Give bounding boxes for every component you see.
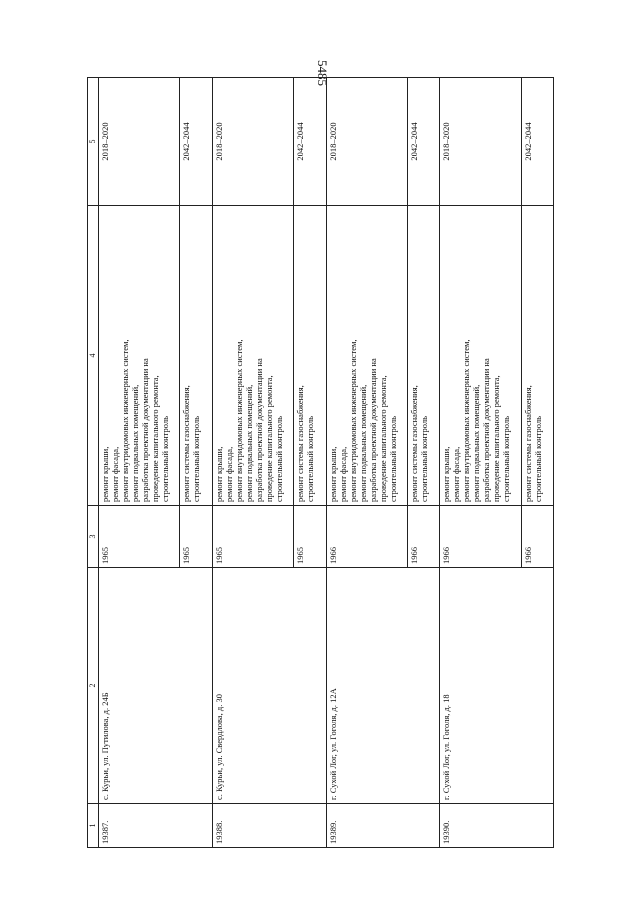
work-item: проведение капитального ремонта, — [491, 375, 502, 502]
period-cell: 2042–2044 — [294, 78, 327, 206]
work-item: ремонт крыши, — [213, 446, 224, 502]
year-cell: 1965 — [212, 506, 293, 568]
work-item: ремонт фасада, — [223, 446, 234, 502]
work-item: разработка проектной документации на — [481, 358, 492, 502]
table-row — [99, 78, 180, 848]
work-item: ремонт внутридомовых инженерных систем, — [120, 339, 130, 502]
table-row — [440, 78, 521, 848]
work-item: ремонт внутридомовых инженерных систем, — [233, 339, 244, 502]
work-item: ремонт системы газоснабжения, — [295, 385, 305, 502]
address-cell: с. Курьи, ул. Свердлова, д. 30 — [212, 568, 326, 804]
year-cell: 1965 — [180, 506, 213, 568]
work-item: ремонт фасада, — [337, 446, 348, 502]
year-cell: 1965 — [99, 506, 180, 568]
work-item: строительный контроль — [532, 415, 543, 502]
header-col-1: 1 — [88, 804, 99, 848]
works-cell — [99, 206, 180, 506]
work-item: строительный контроль — [305, 415, 315, 502]
work-item: разработка проектной документации на — [253, 358, 264, 502]
table-body — [99, 78, 554, 848]
works-cell — [440, 206, 521, 506]
work-item: проведение капитального ремонта, — [150, 375, 160, 502]
work-item: проведение капитального ремонта, — [377, 375, 388, 502]
work-item: ремонт крыши, — [441, 446, 452, 502]
work-item: строительный контроль — [418, 415, 429, 502]
work-item: разработка проектной документации на — [140, 358, 150, 502]
period-cell: 2042–2044 — [521, 78, 554, 206]
work-item: ремонт фасада, — [451, 446, 462, 502]
works-cell — [326, 206, 407, 506]
work-item: ремонт внутридомовых инженерных систем, — [347, 339, 358, 502]
work-item: ремонт системы газоснабжения, — [181, 385, 192, 502]
address-cell: с. Курьи, ул. Путилова, д. 24Б — [99, 568, 213, 804]
work-item: ремонт внутридомовых инженерных систем, — [461, 339, 472, 502]
header-col-3: 3 — [88, 506, 99, 568]
row-number-cell: 19388. — [212, 804, 326, 848]
period-cell: 2042–2044 — [407, 78, 440, 206]
page-number: 5485 — [315, 60, 330, 86]
work-item: ремонт крыши, — [327, 446, 338, 502]
work-item: проведение капитального ремонта, — [263, 375, 274, 502]
row-number-cell: 19390. — [440, 804, 554, 848]
work-item: ремонт подвальных помещений, — [130, 384, 140, 502]
year-cell: 1966 — [407, 506, 440, 568]
row-number-cell: 19387. — [99, 804, 213, 848]
period-cell: 2018–2020 — [326, 78, 407, 206]
year-cell: 1966 — [521, 506, 554, 568]
works-cell — [294, 206, 327, 506]
works-cell — [407, 206, 440, 506]
work-item: ремонт системы газоснабжения, — [522, 385, 533, 502]
work-item: строительный контроль — [501, 415, 512, 502]
row-number-cell: 19389. — [326, 804, 440, 848]
period-cell: 2018–2020 — [440, 78, 521, 206]
header-col-4: 4 — [88, 206, 99, 506]
work-item: строительный контроль — [160, 415, 170, 502]
work-item: строительный контроль — [191, 415, 202, 502]
table-header-row — [88, 78, 99, 848]
period-cell: 2018–2020 — [212, 78, 293, 206]
address-cell: г. Сухой Лог, ул. Гоголя, д. 18 — [440, 568, 554, 804]
period-cell: 2042–2044 — [180, 78, 213, 206]
address-cell: г. Сухой Лог, ул. Гоголя, д. 12А — [326, 568, 440, 804]
works-cell — [180, 206, 213, 506]
work-item: ремонт крыши, — [100, 446, 110, 502]
rotated-table-wrapper — [87, 78, 554, 848]
header-col-5: 5 — [88, 78, 99, 206]
work-item: строительный контроль — [387, 415, 398, 502]
work-item: ремонт подвальных помещений, — [471, 384, 482, 502]
work-item: ремонт системы газоснабжения, — [408, 385, 419, 502]
header-col-2: 2 — [88, 568, 99, 804]
work-item: ремонт подвальных помещений, — [357, 384, 368, 502]
work-item: ремонт фасада, — [110, 446, 120, 502]
table-row — [326, 78, 407, 848]
work-item: ремонт подвальных помещений, — [243, 384, 254, 502]
repair-schedule-table — [87, 77, 554, 848]
year-cell: 1966 — [440, 506, 521, 568]
work-item: разработка проектной документации на — [367, 358, 378, 502]
year-cell: 1966 — [326, 506, 407, 568]
works-cell — [212, 206, 293, 506]
table-row — [212, 78, 293, 848]
work-item: строительный контроль — [273, 415, 284, 502]
period-cell: 2018–2020 — [99, 78, 180, 206]
year-cell: 1965 — [294, 506, 327, 568]
works-cell — [521, 206, 554, 506]
